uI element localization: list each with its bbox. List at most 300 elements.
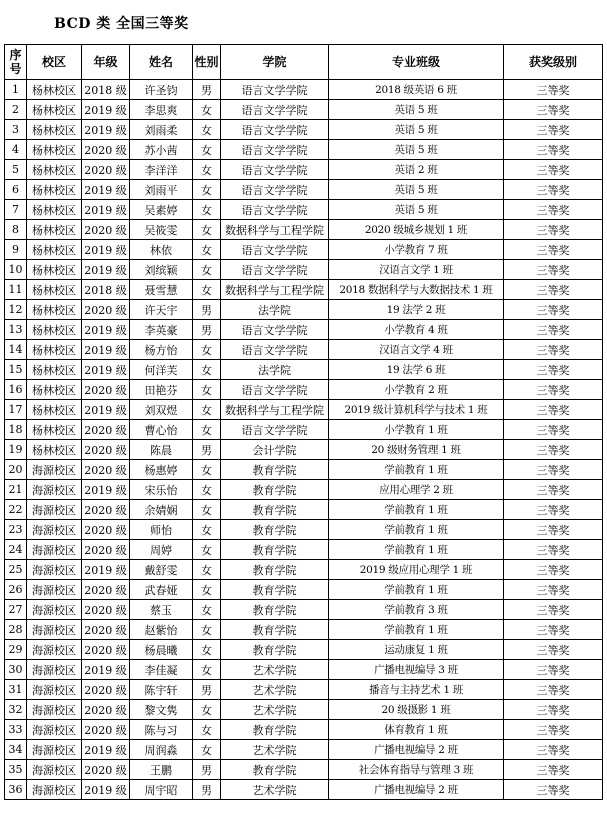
cell-index: 19 <box>5 440 27 460</box>
cell-award-level: 三等奖 <box>504 360 603 380</box>
cell-major-class: 学前教育 1 班 <box>329 460 504 480</box>
header-college: 学院 <box>221 45 329 80</box>
cell-grade: 2020 级 <box>82 520 130 540</box>
table-row <box>5 660 603 680</box>
cell-college: 教育学院 <box>221 460 329 480</box>
cell-index: 28 <box>5 620 27 640</box>
cell-college: 语言文学学院 <box>221 80 329 100</box>
cell-grade: 2020 级 <box>82 220 130 240</box>
cell-campus: 海源校区 <box>27 740 82 760</box>
cell-gender: 男 <box>193 320 221 340</box>
cell-college: 法学院 <box>221 300 329 320</box>
cell-name: 赵紫怡 <box>130 620 193 640</box>
cell-college: 语言文学学院 <box>221 180 329 200</box>
cell-college: 教育学院 <box>221 600 329 620</box>
cell-gender: 女 <box>193 280 221 300</box>
cell-gender: 女 <box>193 180 221 200</box>
cell-college: 语言文学学院 <box>221 160 329 180</box>
cell-grade: 2019 级 <box>82 560 130 580</box>
table-row <box>5 680 603 700</box>
cell-campus: 杨林校区 <box>27 160 82 180</box>
header-grade: 年级 <box>82 45 130 80</box>
cell-name: 周婷 <box>130 540 193 560</box>
cell-major-class: 播音与主持艺术 1 班 <box>329 680 504 700</box>
cell-campus: 杨林校区 <box>27 440 82 460</box>
cell-award-level: 三等奖 <box>504 420 603 440</box>
cell-grade: 2020 级 <box>82 540 130 560</box>
cell-grade: 2019 级 <box>82 480 130 500</box>
cell-gender: 女 <box>193 500 221 520</box>
cell-college: 语言文学学院 <box>221 120 329 140</box>
cell-campus: 杨林校区 <box>27 380 82 400</box>
table-row <box>5 220 603 240</box>
cell-index: 12 <box>5 300 27 320</box>
cell-index: 10 <box>5 260 27 280</box>
cell-campus: 海源校区 <box>27 560 82 580</box>
cell-major-class: 小学教育 2 班 <box>329 380 504 400</box>
table-row <box>5 740 603 760</box>
cell-campus: 海源校区 <box>27 700 82 720</box>
table-row <box>5 240 603 260</box>
cell-grade: 2020 级 <box>82 720 130 740</box>
cell-index: 1 <box>5 80 27 100</box>
cell-grade: 2020 级 <box>82 140 130 160</box>
cell-gender: 女 <box>193 340 221 360</box>
cell-gender: 女 <box>193 140 221 160</box>
cell-index: 11 <box>5 280 27 300</box>
cell-name: 吴素婷 <box>130 200 193 220</box>
cell-award-level: 三等奖 <box>504 460 603 480</box>
cell-grade: 2019 级 <box>82 180 130 200</box>
cell-index: 14 <box>5 340 27 360</box>
cell-college: 教育学院 <box>221 540 329 560</box>
table-row <box>5 80 603 100</box>
cell-gender: 女 <box>193 600 221 620</box>
cell-name: 周润淼 <box>130 740 193 760</box>
cell-campus: 杨林校区 <box>27 280 82 300</box>
cell-index: 4 <box>5 140 27 160</box>
header-award-level: 获奖级别 <box>504 45 603 80</box>
cell-index: 25 <box>5 560 27 580</box>
cell-major-class: 体育教育 1 班 <box>329 720 504 740</box>
cell-college: 艺术学院 <box>221 780 329 800</box>
cell-grade: 2020 级 <box>82 500 130 520</box>
cell-major-class: 应用心理学 2 班 <box>329 480 504 500</box>
cell-campus: 杨林校区 <box>27 400 82 420</box>
cell-name: 蔡玉 <box>130 600 193 620</box>
cell-grade: 2019 级 <box>82 340 130 360</box>
cell-college: 教育学院 <box>221 760 329 780</box>
cell-name: 杨方怡 <box>130 340 193 360</box>
cell-index: 31 <box>5 680 27 700</box>
cell-campus: 杨林校区 <box>27 340 82 360</box>
cell-gender: 女 <box>193 640 221 660</box>
cell-gender: 女 <box>193 620 221 640</box>
cell-name: 苏小茜 <box>130 140 193 160</box>
cell-award-level: 三等奖 <box>504 300 603 320</box>
cell-grade: 2018 级 <box>82 280 130 300</box>
table-row <box>5 520 603 540</box>
cell-major-class: 学前教育 1 班 <box>329 500 504 520</box>
cell-index: 20 <box>5 460 27 480</box>
cell-college: 艺术学院 <box>221 740 329 760</box>
cell-major-class: 英语 5 班 <box>329 180 504 200</box>
cell-name: 陈宇轩 <box>130 680 193 700</box>
cell-college: 教育学院 <box>221 560 329 580</box>
table-row <box>5 380 603 400</box>
cell-major-class: 英语 5 班 <box>329 120 504 140</box>
table-row <box>5 440 603 460</box>
cell-index: 21 <box>5 480 27 500</box>
cell-name: 王鹏 <box>130 760 193 780</box>
table-row <box>5 200 603 220</box>
cell-name: 刘缤颖 <box>130 260 193 280</box>
cell-college: 教育学院 <box>221 620 329 640</box>
cell-award-level: 三等奖 <box>504 140 603 160</box>
cell-campus: 海源校区 <box>27 500 82 520</box>
cell-award-level: 三等奖 <box>504 660 603 680</box>
cell-campus: 杨林校区 <box>27 240 82 260</box>
cell-campus: 海源校区 <box>27 680 82 700</box>
table-row <box>5 320 603 340</box>
table-row <box>5 400 603 420</box>
cell-campus: 海源校区 <box>27 480 82 500</box>
cell-name: 李洋洋 <box>130 160 193 180</box>
cell-gender: 女 <box>193 360 221 380</box>
cell-index: 3 <box>5 120 27 140</box>
cell-grade: 2019 级 <box>82 740 130 760</box>
cell-award-level: 三等奖 <box>504 680 603 700</box>
table-row <box>5 460 603 480</box>
cell-major-class: 2018 数据科学与大数据技术 1 班 <box>329 280 504 300</box>
cell-gender: 女 <box>193 580 221 600</box>
cell-award-level: 三等奖 <box>504 200 603 220</box>
cell-college: 语言文学学院 <box>221 200 329 220</box>
table-row <box>5 420 603 440</box>
cell-award-level: 三等奖 <box>504 780 603 800</box>
cell-index: 34 <box>5 740 27 760</box>
cell-grade: 2020 级 <box>82 300 130 320</box>
cell-index: 27 <box>5 600 27 620</box>
header-major-class: 专业班级 <box>329 45 504 80</box>
table-header-row <box>5 45 603 80</box>
table-row <box>5 620 603 640</box>
cell-campus: 海源校区 <box>27 460 82 480</box>
cell-index: 33 <box>5 720 27 740</box>
cell-name: 李佳凝 <box>130 660 193 680</box>
cell-campus: 海源校区 <box>27 600 82 620</box>
cell-award-level: 三等奖 <box>504 400 603 420</box>
cell-college: 教育学院 <box>221 580 329 600</box>
cell-award-level: 三等奖 <box>504 700 603 720</box>
cell-name: 许天宇 <box>130 300 193 320</box>
cell-index: 16 <box>5 380 27 400</box>
cell-grade: 2019 级 <box>82 780 130 800</box>
cell-name: 杨晨曦 <box>130 640 193 660</box>
cell-major-class: 学前教育 1 班 <box>329 620 504 640</box>
cell-college: 语言文学学院 <box>221 340 329 360</box>
cell-index: 23 <box>5 520 27 540</box>
awards-table <box>4 44 603 800</box>
cell-major-class: 英语 5 班 <box>329 100 504 120</box>
cell-college: 语言文学学院 <box>221 260 329 280</box>
table-row <box>5 180 603 200</box>
cell-major-class: 学前教育 1 班 <box>329 540 504 560</box>
cell-major-class: 2019 级应用心理学 1 班 <box>329 560 504 580</box>
cell-award-level: 三等奖 <box>504 100 603 120</box>
cell-major-class: 汉语言文学 1 班 <box>329 260 504 280</box>
table-row <box>5 280 603 300</box>
cell-index: 9 <box>5 240 27 260</box>
cell-award-level: 三等奖 <box>504 80 603 100</box>
cell-name: 刘双煜 <box>130 400 193 420</box>
cell-index: 8 <box>5 220 27 240</box>
cell-grade: 2018 级 <box>82 80 130 100</box>
table-row <box>5 360 603 380</box>
cell-award-level: 三等奖 <box>504 580 603 600</box>
cell-gender: 男 <box>193 80 221 100</box>
cell-major-class: 小学教育 1 班 <box>329 420 504 440</box>
cell-college: 艺术学院 <box>221 700 329 720</box>
cell-award-level: 三等奖 <box>504 520 603 540</box>
cell-campus: 杨林校区 <box>27 140 82 160</box>
cell-major-class: 2020 级城乡规划 1 班 <box>329 220 504 240</box>
cell-award-level: 三等奖 <box>504 540 603 560</box>
header-name: 姓名 <box>130 45 193 80</box>
cell-college: 语言文学学院 <box>221 380 329 400</box>
cell-college: 语言文学学院 <box>221 240 329 260</box>
cell-gender: 女 <box>193 540 221 560</box>
cell-gender: 女 <box>193 740 221 760</box>
cell-award-level: 三等奖 <box>504 500 603 520</box>
cell-name: 许圣钧 <box>130 80 193 100</box>
cell-name: 吴筱雯 <box>130 220 193 240</box>
cell-major-class: 学前教育 1 班 <box>329 520 504 540</box>
cell-index: 35 <box>5 760 27 780</box>
cell-major-class: 小学教育 4 班 <box>329 320 504 340</box>
cell-grade: 2020 级 <box>82 700 130 720</box>
cell-gender: 女 <box>193 520 221 540</box>
cell-grade: 2020 级 <box>82 640 130 660</box>
page-title: BCD 类 全国三等奖 <box>54 16 189 32</box>
header-index: 序号 <box>5 45 27 80</box>
table-row <box>5 580 603 600</box>
table-body <box>5 80 603 800</box>
cell-major-class: 运动康复 1 班 <box>329 640 504 660</box>
cell-name: 李英豪 <box>130 320 193 340</box>
cell-gender: 女 <box>193 460 221 480</box>
cell-name: 林依 <box>130 240 193 260</box>
cell-campus: 杨林校区 <box>27 180 82 200</box>
cell-index: 5 <box>5 160 27 180</box>
cell-grade: 2020 级 <box>82 580 130 600</box>
cell-college: 教育学院 <box>221 500 329 520</box>
cell-award-level: 三等奖 <box>504 600 603 620</box>
cell-name: 黎文隽 <box>130 700 193 720</box>
cell-award-level: 三等奖 <box>504 720 603 740</box>
cell-name: 何洋芙 <box>130 360 193 380</box>
cell-name: 杨惠婷 <box>130 460 193 480</box>
cell-grade: 2020 级 <box>82 620 130 640</box>
cell-grade: 2019 级 <box>82 320 130 340</box>
cell-grade: 2019 级 <box>82 100 130 120</box>
cell-name: 戴舒雯 <box>130 560 193 580</box>
table-row <box>5 480 603 500</box>
cell-gender: 女 <box>193 260 221 280</box>
cell-award-level: 三等奖 <box>504 160 603 180</box>
cell-gender: 男 <box>193 760 221 780</box>
cell-index: 24 <box>5 540 27 560</box>
table-row <box>5 500 603 520</box>
table-row <box>5 140 603 160</box>
cell-major-class: 广播电视编导 3 班 <box>329 660 504 680</box>
header-campus: 校区 <box>27 45 82 80</box>
cell-campus: 杨林校区 <box>27 100 82 120</box>
cell-name: 余婧娴 <box>130 500 193 520</box>
cell-gender: 女 <box>193 100 221 120</box>
cell-name: 田艳芬 <box>130 380 193 400</box>
cell-campus: 海源校区 <box>27 580 82 600</box>
cell-grade: 2020 级 <box>82 160 130 180</box>
cell-college: 语言文学学院 <box>221 100 329 120</box>
cell-college: 会计学院 <box>221 440 329 460</box>
cell-name: 宋乐怡 <box>130 480 193 500</box>
table-row <box>5 720 603 740</box>
table-row <box>5 340 603 360</box>
cell-gender: 男 <box>193 440 221 460</box>
cell-major-class: 英语 5 班 <box>329 140 504 160</box>
cell-award-level: 三等奖 <box>504 340 603 360</box>
cell-gender: 女 <box>193 660 221 680</box>
cell-major-class: 英语 5 班 <box>329 200 504 220</box>
cell-gender: 女 <box>193 720 221 740</box>
cell-name: 武春娅 <box>130 580 193 600</box>
cell-grade: 2019 级 <box>82 120 130 140</box>
cell-award-level: 三等奖 <box>504 760 603 780</box>
cell-college: 教育学院 <box>221 480 329 500</box>
cell-campus: 杨林校区 <box>27 260 82 280</box>
cell-grade: 2019 级 <box>82 260 130 280</box>
cell-gender: 男 <box>193 780 221 800</box>
table-row <box>5 540 603 560</box>
cell-gender: 女 <box>193 420 221 440</box>
cell-campus: 海源校区 <box>27 520 82 540</box>
cell-gender: 女 <box>193 480 221 500</box>
cell-major-class: 小学教育 7 班 <box>329 240 504 260</box>
cell-major-class: 英语 2 班 <box>329 160 504 180</box>
cell-award-level: 三等奖 <box>504 220 603 240</box>
cell-major-class: 2018 级英语 6 班 <box>329 80 504 100</box>
table-row <box>5 700 603 720</box>
cell-award-level: 三等奖 <box>504 440 603 460</box>
cell-grade: 2020 级 <box>82 680 130 700</box>
cell-award-level: 三等奖 <box>504 180 603 200</box>
cell-college: 数据科学与工程学院 <box>221 280 329 300</box>
cell-major-class: 广播电视编导 2 班 <box>329 740 504 760</box>
table-row <box>5 640 603 660</box>
cell-award-level: 三等奖 <box>504 640 603 660</box>
cell-college: 数据科学与工程学院 <box>221 400 329 420</box>
cell-index: 29 <box>5 640 27 660</box>
cell-campus: 海源校区 <box>27 720 82 740</box>
cell-name: 刘雨柔 <box>130 120 193 140</box>
table-row <box>5 760 603 780</box>
table-row <box>5 160 603 180</box>
cell-gender: 女 <box>193 240 221 260</box>
cell-major-class: 20 级财务管理 1 班 <box>329 440 504 460</box>
cell-campus: 海源校区 <box>27 640 82 660</box>
cell-college: 艺术学院 <box>221 660 329 680</box>
cell-college: 语言文学学院 <box>221 420 329 440</box>
cell-index: 18 <box>5 420 27 440</box>
cell-major-class: 19 法学 2 班 <box>329 300 504 320</box>
cell-grade: 2020 级 <box>82 460 130 480</box>
cell-gender: 女 <box>193 700 221 720</box>
cell-award-level: 三等奖 <box>504 280 603 300</box>
cell-award-level: 三等奖 <box>504 740 603 760</box>
cell-gender: 女 <box>193 560 221 580</box>
cell-grade: 2020 级 <box>82 600 130 620</box>
cell-major-class: 社会体育指导与管理 3 班 <box>329 760 504 780</box>
cell-major-class: 19 法学 6 班 <box>329 360 504 380</box>
cell-index: 6 <box>5 180 27 200</box>
cell-award-level: 三等奖 <box>504 240 603 260</box>
cell-name: 刘雨平 <box>130 180 193 200</box>
cell-grade: 2019 级 <box>82 200 130 220</box>
cell-index: 36 <box>5 780 27 800</box>
table-row <box>5 100 603 120</box>
table-row <box>5 560 603 580</box>
cell-award-level: 三等奖 <box>504 480 603 500</box>
cell-campus: 杨林校区 <box>27 220 82 240</box>
cell-campus: 海源校区 <box>27 780 82 800</box>
cell-campus: 杨林校区 <box>27 420 82 440</box>
cell-index: 26 <box>5 580 27 600</box>
cell-college: 教育学院 <box>221 720 329 740</box>
cell-name: 师怡 <box>130 520 193 540</box>
cell-award-level: 三等奖 <box>504 260 603 280</box>
cell-award-level: 三等奖 <box>504 560 603 580</box>
cell-campus: 海源校区 <box>27 620 82 640</box>
cell-name: 陈与习 <box>130 720 193 740</box>
cell-name: 周宇昭 <box>130 780 193 800</box>
cell-major-class: 20 级摄影 1 班 <box>329 700 504 720</box>
cell-grade: 2020 级 <box>82 380 130 400</box>
cell-college: 法学院 <box>221 360 329 380</box>
cell-college: 语言文学学院 <box>221 320 329 340</box>
cell-grade: 2019 级 <box>82 400 130 420</box>
cell-index: 7 <box>5 200 27 220</box>
cell-grade: 2020 级 <box>82 420 130 440</box>
cell-index: 30 <box>5 660 27 680</box>
cell-campus: 杨林校区 <box>27 300 82 320</box>
cell-award-level: 三等奖 <box>504 620 603 640</box>
cell-gender: 男 <box>193 680 221 700</box>
cell-campus: 杨林校区 <box>27 120 82 140</box>
cell-gender: 女 <box>193 200 221 220</box>
cell-grade: 2020 级 <box>82 440 130 460</box>
cell-grade: 2019 级 <box>82 660 130 680</box>
cell-college: 教育学院 <box>221 640 329 660</box>
cell-gender: 女 <box>193 400 221 420</box>
cell-major-class: 2019 级计算机科学与技术 1 班 <box>329 400 504 420</box>
cell-college: 数据科学与工程学院 <box>221 220 329 240</box>
table-row <box>5 600 603 620</box>
cell-campus: 海源校区 <box>27 660 82 680</box>
cell-gender: 女 <box>193 220 221 240</box>
cell-campus: 杨林校区 <box>27 80 82 100</box>
cell-grade: 2019 级 <box>82 360 130 380</box>
